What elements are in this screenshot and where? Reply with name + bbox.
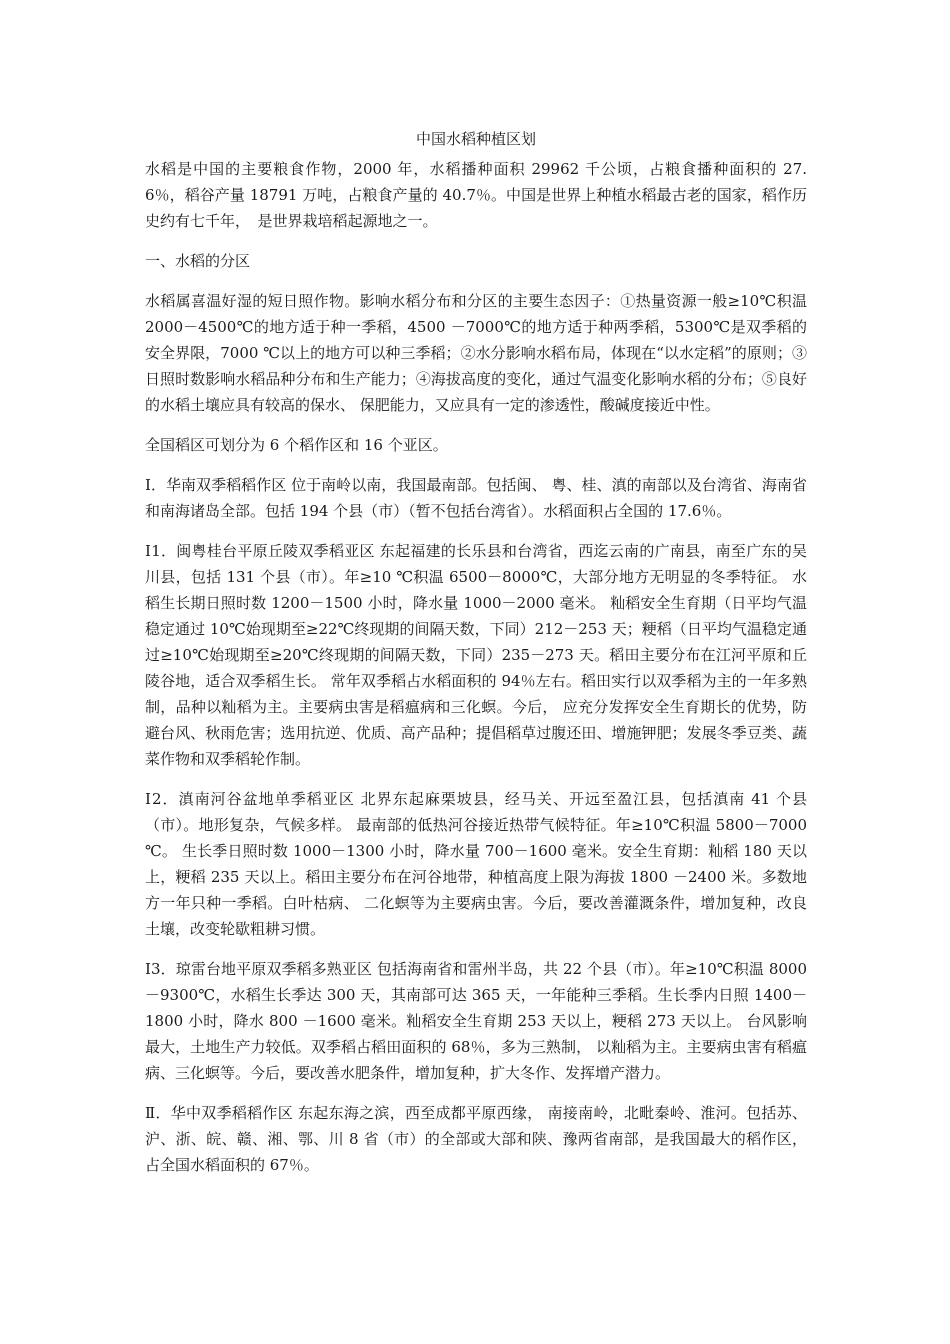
paragraph-subzone-1-1: Ⅰ1．闽粤桂台平原丘陵双季稻亚区 东起福建的长乐县和台湾省，西迄云南的广南县，南至广东的吴川县，包括 131 个县（市）。年≥10 ℃积温 6500－8000℃，大部分地方无明显的冬季特征。 水稻生长期日照时数 1200－1500 小时，降水量 1000－2000 毫米。 籼稻安全生育期（日平均气温稳定通过 10℃始现期至≥22℃终现期的间隔天数，下同）212－253 天；粳稻（日平均气温稳定通过≥10℃始现期至≥20℃终现期的间隔天数，下同）235－273 天。稻田主要分布在江河平原和丘陵谷地，适合双季稻生长。 常年双季稻占水稻面积的 94％左右。稻田实行以双季稻为主的一年多熟制，品种以籼稻为主。主要病虫害是稻瘟病和三化螟。今后， 应充分发挥安全生育期长的优势，防避台风、秋雨危害；选用抗逆、优质、高产品种；提倡稻草过腹还田、增施钾肥；发展冬季豆类、蔬菜作物和双季稻轮作制。 xyxy=(145,542,807,768)
section-heading-rice-zoning: 一、水稻的分区 xyxy=(145,252,251,270)
paragraph-ecological-factors: 水稻属喜温好湿的短日照作物。影响水稻分布和分区的主要生态因子：①热量资源一般≥10℃积温 2000－4500℃的地方适于种一季稻，4500 －7000℃的地方适于种两季稻，5300℃是双季稻的安全界限，7000 ℃以上的地方可以种三季稻；②水分影响水稻布局，体现在“以水定稻”的原则；③日照时数影响水稻品种分布和生产能力；④海拔高度的变化，通过气温变化影响水稻的分布；⑤良好的水稻土壤应具有较高的保水、 保肥能力，又应具有一定的渗透性，酸碱度接近中性。 xyxy=(145,292,807,414)
paragraph-intro: 水稻是中国的主要粮食作物，2000 年，水稻播种面积 29962 千公顷，占粮食播种面积的 27.6％，稻谷产量 18791 万吨，占粮食产量的 40.7％。中国是世界上种植水稻最古老的国家，稻作历史约有七千年， 是世界栽培稻起源地之一。 xyxy=(145,160,807,230)
document-title: 中国水稻种植区划 xyxy=(415,130,536,148)
document-page xyxy=(145,126,807,1192)
paragraph-zone-1: Ⅰ．华南双季稻稻作区 位于南岭以南，我国最南部。包括闽、 粤、桂、滇的南部以及台湾省、海南省和南海诸岛全部。包括 194 个县（市）（暂不包括台湾省）。水稻面积占全国的 17.6％。 xyxy=(145,476,807,520)
paragraph-subzone-1-2: Ⅰ2．滇南河谷盆地单季稻亚区 北界东起麻栗坡县，经马关、开远至盈江县，包括滇南 41 个县（市）。地形复杂，气候多样。 最南部的低热河谷接近热带气候特征。年≥10℃积温 5800－7000 ℃。 生长季日照时数 1000－1300 小时，降水量 700－1600 毫米。安全生育期：籼稻 180 天以上，粳稻 235 天以上。稻田主要分布在河谷地带，种植高度上限为海拔 1800 －2400 米。多数地方一年只种一季稻。白叶枯病、 二化螟等为主要病虫害。今后，要改善灌溉条件，增加复种，改良土壤，改变轮歇粗耕习惯。 xyxy=(145,790,807,938)
paragraph-subzone-1-3: Ⅰ3．琼雷台地平原双季稻多熟亚区 包括海南省和雷州半岛，共 22 个县（市）。年≥10℃积温 8000－9300℃，水稻生长季达 300 天，其南部可达 365 天，一年能种三季稻。生长季内日照 1400－1800 小时，降水 800 －1600 毫米。籼稻安全生育期 253 天以上，粳稻 273 天以上。 台风影响最大，土地生产力较低。双季稻占稻田面积的 68％，多为三熟制， 以籼稻为主。主要病虫害有稻瘟病、三化螟等。今后，要改善水肥条件，增加复种，扩大冬作、发挥增产潜力。 xyxy=(145,960,807,1082)
paragraph-zone-2: Ⅱ．华中双季稻稻作区 东起东海之滨，西至成都平原西缘， 南接南岭，北毗秦岭、淮河。包括苏、沪、浙、皖、赣、湘、鄂、川 8 省（市）的全部或大部和陕、豫两省南部，是我国最大的稻作区， 占全国水稻面积的 67％。 xyxy=(145,1104,807,1174)
paragraph-zone-count: 全国稻区可划分为 6 个稻作区和 16 个亚区。 xyxy=(145,436,448,454)
